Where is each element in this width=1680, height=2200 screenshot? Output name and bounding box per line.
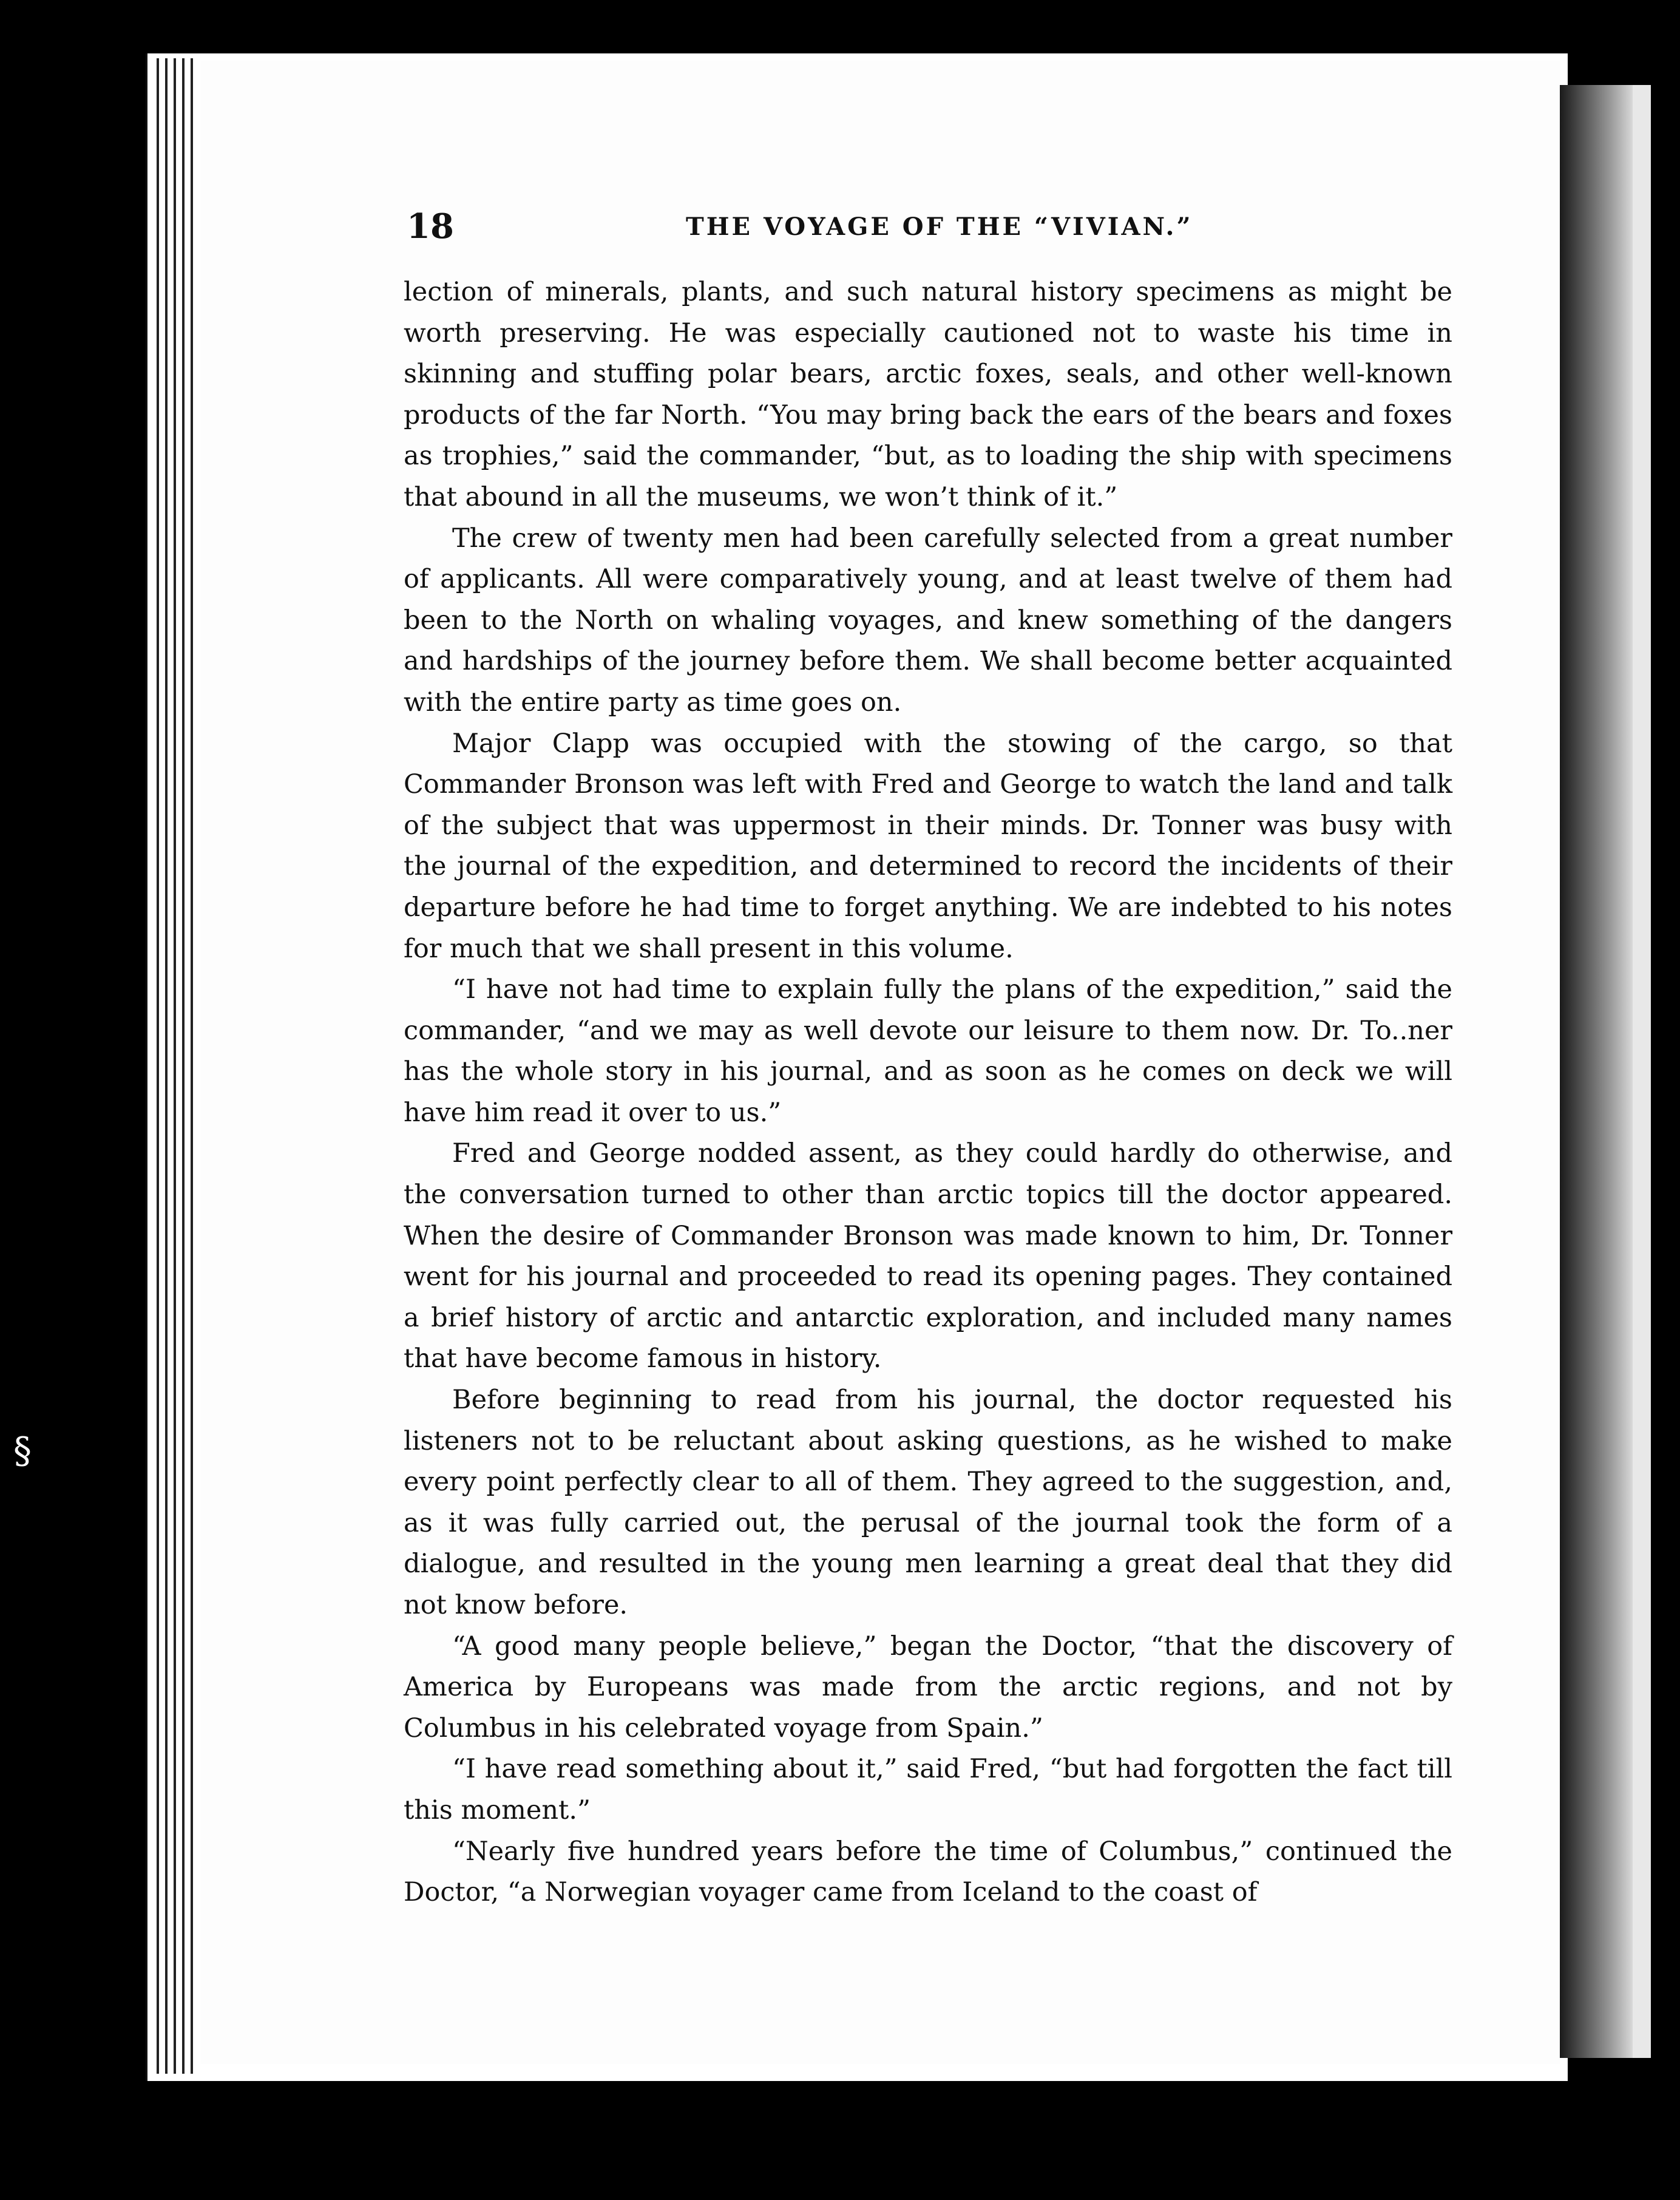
page-edge	[191, 58, 193, 2074]
page-edge	[157, 58, 159, 2074]
page-edge	[182, 58, 185, 2074]
body-text	[404, 272, 1452, 1923]
page-number: 18	[407, 206, 454, 246]
paragraph: The crew of twenty men had been carefully selected from a great number of applicants. All were comparatively young, and at least twelve of them had been to the North on whaling voyages, and knew something of the dangers and hardships of the journey before them. We shall become better acquainted with the entire party as time goes on.	[404, 523, 1452, 718]
paragraph: “A good many people believe,” began the Doctor, “that the discovery of America by Europeans was made from the arctic regions, and not by Columbus in his celebrated voyage from Spain.”	[404, 1631, 1452, 1743]
paragraph: Before beginning to read from his journal, the doctor requested his listeners not to be reluctant about asking questions, as he wished to make every point perfectly clear to all of them. They agreed to the suggestion, and, as it was fully carried out, the perusal of the journal took the form of a dialogue, and resulted in the young men learning a great deal that they did not know before.	[404, 1385, 1452, 1620]
paragraph: Fred and George nodded assent, as they could hardly do otherwise, and the conversation turned to other than arctic topics till the doctor appeared. When the desire of Commander Bronson was made known to him, Dr. Tonner went for his journal and proceeded to read its opening pages. They contained a brief history of arctic and antarctic exploration, and included many names that have become famous in history.	[404, 1138, 1452, 1374]
paragraph: “I have not had time to explain fully the plans of the expedition,” said the commander, “and we may as well devote our leisure to them now. Dr. To..ner has the whole story in his journal, and as soon as he comes on deck we will have him read it over to us.”	[404, 974, 1452, 1128]
scan-artifact: §	[13, 1430, 32, 1472]
running-head-title: THE VOYAGE OF THE “VIVIAN.”	[686, 212, 1193, 241]
page-edge	[174, 58, 176, 2074]
running-head	[407, 206, 1451, 255]
paragraph: Major Clapp was occupied with the stowing of the cargo, so that Commander Bronson was left with Fred and George to watch the land and talk of the subject that was uppermost in their minds. Dr. Tonner was busy with the journal of the expedition, and determined to record the incidents of their departure before he had time to forget anything. We are indebted to his notes for much that we shall present in this volume.	[404, 728, 1452, 964]
paragraph: lection of minerals, plants, and such natural history specimens as might be worth preserving. He was especially cautioned not to waste his time in skinning and stuffing polar bears, arctic foxes, seals, and other well-known products of the far North. “You may bring back the ears of the bears and foxes as trophies,” said the commander, “but, as to loading the ship with specimens that abound in all the museums, we won’t think of it.”	[404, 277, 1452, 512]
facing-page-shadow	[1560, 85, 1633, 2058]
paragraph: “I have read something about it,” said Fred, “but had forgotten the fact till this moment.”	[404, 1754, 1452, 1825]
facing-page-edge	[1633, 85, 1651, 2058]
page-edge	[165, 58, 168, 2074]
paragraph: “Nearly five hundred years before the time of Columbus,” continued the Doctor, “a Norwegian voyager came from Iceland to the coast of	[404, 1836, 1452, 1908]
